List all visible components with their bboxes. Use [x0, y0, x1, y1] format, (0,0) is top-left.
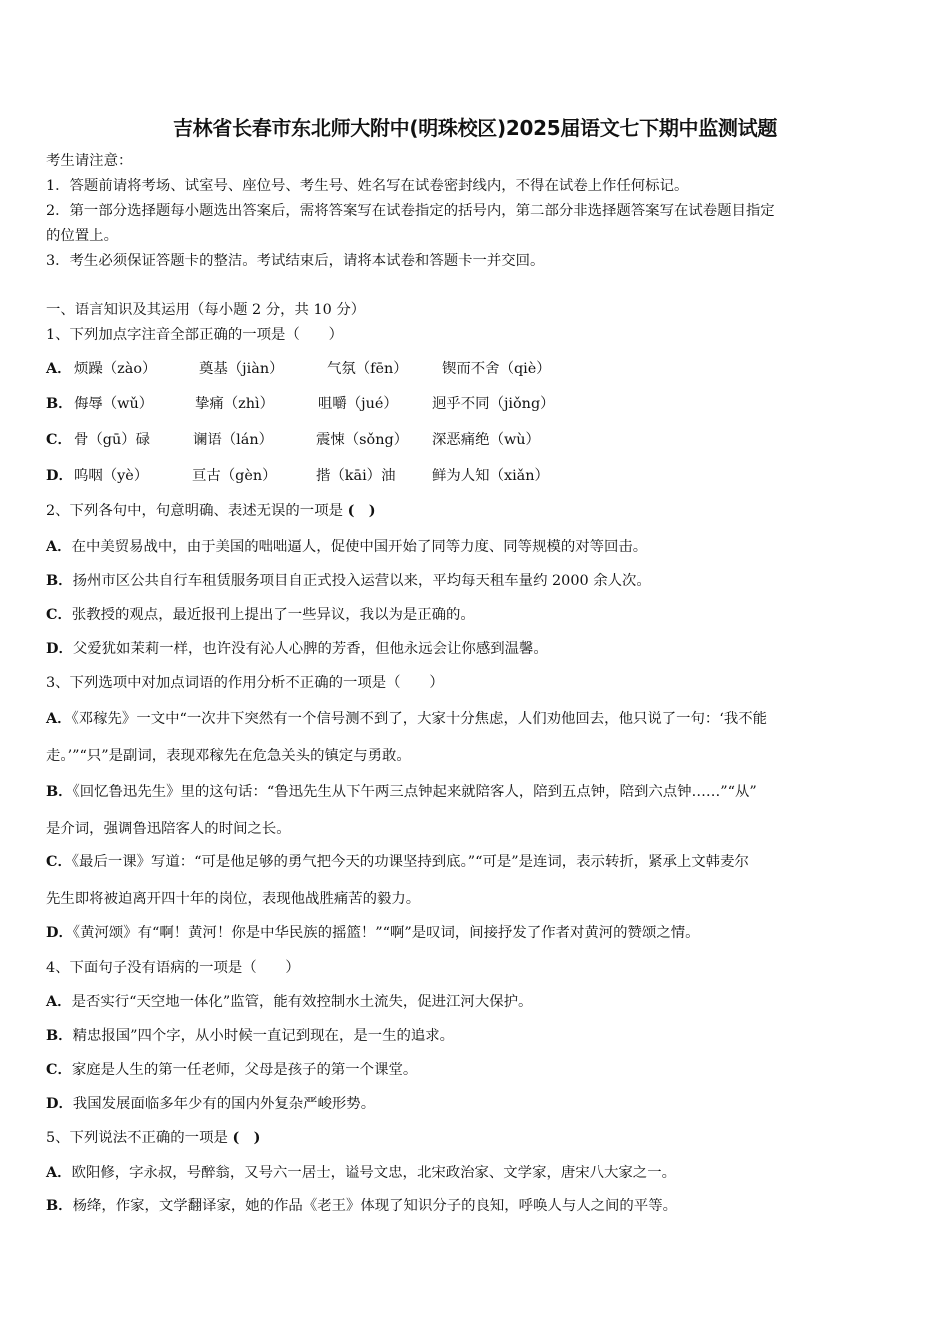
option-item: 侮辱（wǔ） [74, 396, 154, 412]
notice-item: 3．考生必须保证答题卡的整洁。考试结束后，请将本试卷和答题卡一并交回。 [46, 253, 545, 269]
option-item: 奠基（jiàn） [199, 361, 284, 377]
option-text: 《黄河颂》有“啊！黄河！你是中华民族的摇篮！”“啊”是叹词，间接抒发了作者对黄河的赞颂之情。 [72, 925, 700, 941]
option-text: 在中美贸易战中，由于美国的咄咄逼人，促使中国开始了同等力度、同等规模的对等回击。 [71, 539, 648, 555]
option-item: 骨（gū）碌 [74, 432, 151, 448]
option-label: B． [46, 1197, 73, 1214]
page-title: 吉林省长春市东北师大附中(明珠校区)2025届语文七下期中监测试题 [172, 116, 778, 140]
option-label: A． [46, 360, 72, 377]
option-text: 我国发展面临多年少有的国内外复杂严峻形势。 [72, 1096, 376, 1112]
option-label: A． [46, 710, 72, 727]
notice-item: 的位置上。 [46, 228, 118, 244]
option-continuation: 走。’”“只”是副词，表现邓稼先在危急关头的镇定与勇敢。 [46, 748, 411, 764]
answer-parens: ( ) [347, 502, 376, 519]
option-item: 谰语（lán） [193, 432, 274, 448]
option-label: D． [46, 467, 73, 484]
question-stem: 4、下面句子没有语病的一项是（ ） [46, 960, 300, 976]
option [46, 1095, 375, 1113]
option-label: D． [46, 640, 73, 657]
option [46, 783, 757, 801]
option-text: 父爱犹如茉莉一样，也许没有沁人心脾的芳香，但他永远会让你感到温馨。 [72, 641, 548, 657]
option-item: 烦躁（zào） [74, 361, 157, 377]
option-label: C． [46, 606, 72, 623]
notice-item: 2．第一部分选择题每小题选出答案后，需将答案写在试卷指定的括号内，第二部分非选择题答案写在试卷题目指定 [46, 203, 775, 219]
option-item: 挚痛（zhì） [195, 396, 275, 412]
option [46, 1061, 417, 1079]
option-text: 杨绛，作家，文学翻译家，她的作品《老王》体现了知识分子的良知，呼唤人与人之间的平等。 [72, 1198, 677, 1214]
option-label: A． [46, 993, 72, 1010]
option [46, 853, 749, 871]
question-stem-text: 2、下列各句中，句意明确、表述无误的一项是 [46, 503, 343, 519]
option-label: A． [46, 538, 72, 555]
option-item: 亘古（gèn） [192, 468, 277, 484]
question-stem: 3、下列选项中对加点词语的作用分析不正确的一项是（ ） [46, 675, 444, 691]
option [46, 993, 532, 1011]
option-text: 家庭是人生的第一任老师，父母是孩子的第一个课堂。 [71, 1062, 418, 1078]
option-item: 揩（kāi）油 [316, 468, 396, 484]
option-item: 气氛（fēn） [327, 361, 408, 377]
answer-parens: ( ) [232, 1129, 261, 1146]
option-text: 《邓稼先》一文中“一次井下突然有一个信号测不到了，大家十分焦虑，人们劝他回去，他只说了一句：‘我不能 [71, 711, 768, 727]
option [46, 1027, 454, 1045]
option [46, 538, 647, 556]
option-label: B． [46, 395, 73, 412]
option [46, 710, 767, 728]
option-text: 欧阳修，字永叔，号醉翁，又号六一居士，谥号文忠，北宋政治家、文学家，唐宋八大家之一。 [71, 1165, 676, 1181]
option-label: D． [46, 1095, 73, 1112]
option-text: 《回忆鲁迅先生》里的这句话：“鲁迅先生从下午两三点钟起来就陪客人，陪到五点钟，陪到六点钟……”“从” [72, 784, 757, 800]
option-item: 迥乎不同（jiǒng） [432, 396, 555, 412]
option-continuation: 先生即将被迫离开四十年的岗位，表现他战胜痛苦的毅力。 [46, 891, 421, 907]
option-item: 震悚（sǒng） [316, 432, 409, 448]
option [46, 1197, 677, 1215]
option-label: B． [46, 1027, 73, 1044]
option [46, 572, 651, 590]
option-item: 锲而不舍（qiè） [442, 361, 551, 377]
option-label: B． [46, 572, 73, 589]
option-label: A． [46, 1164, 72, 1181]
option [46, 606, 475, 624]
option-text: 《最后一课》写道：“可是他足够的勇气把今天的功课坚持到底。”“可是”是连词，表示转折，紧承上文韩麦尔 [71, 854, 749, 870]
question-stem [46, 1129, 260, 1147]
option-item: 深恶痛绝（wù） [432, 432, 540, 448]
notice-heading: 考生请注意： [46, 153, 133, 169]
option-item: 鲜为人知（xiǎn） [432, 468, 549, 484]
option-label: B． [46, 783, 73, 800]
notice-item: 1．答题前请将考场、试室号、座位号、考生号、姓名写在试卷密封线内，不得在试卷上作任何标记。 [46, 178, 689, 194]
option-text: 精忠报国”四个字，从小时候一直记到现在，是一生的追求。 [72, 1028, 455, 1044]
question-stem-text: 5、下列说法不正确的一项是 [46, 1130, 228, 1146]
question-stem [46, 502, 376, 520]
option-text: 扬州市区公共自行车租赁服务项目自正式投入运营以来，平均每天租车量约 2000 余人次。 [72, 573, 651, 589]
option [46, 924, 700, 942]
option-continuation: 是介词，强调鲁迅陪客人的时间之长。 [46, 821, 291, 837]
option-label: C． [46, 853, 72, 870]
option-item: 咀嚼（jué） [318, 396, 398, 412]
option-label: C． [46, 431, 72, 448]
question-stem: 1、下列加点字注音全部正确的一项是（ ） [46, 327, 343, 343]
option-text: 是否实行“天空地一体化”监管，能有效控制水土流失，促进江河大保护。 [71, 994, 533, 1010]
option-label: C． [46, 1061, 72, 1078]
option [46, 1164, 676, 1182]
option [46, 640, 548, 658]
option-label: D． [46, 924, 73, 941]
section-heading: 一、语言知识及其运用（每小题 2 分，共 10 分） [46, 302, 366, 318]
option-text: 张教授的观点，最近报刊上提出了一些异议，我以为是正确的。 [71, 607, 475, 623]
option-item: 呜咽（yè） [74, 468, 149, 484]
